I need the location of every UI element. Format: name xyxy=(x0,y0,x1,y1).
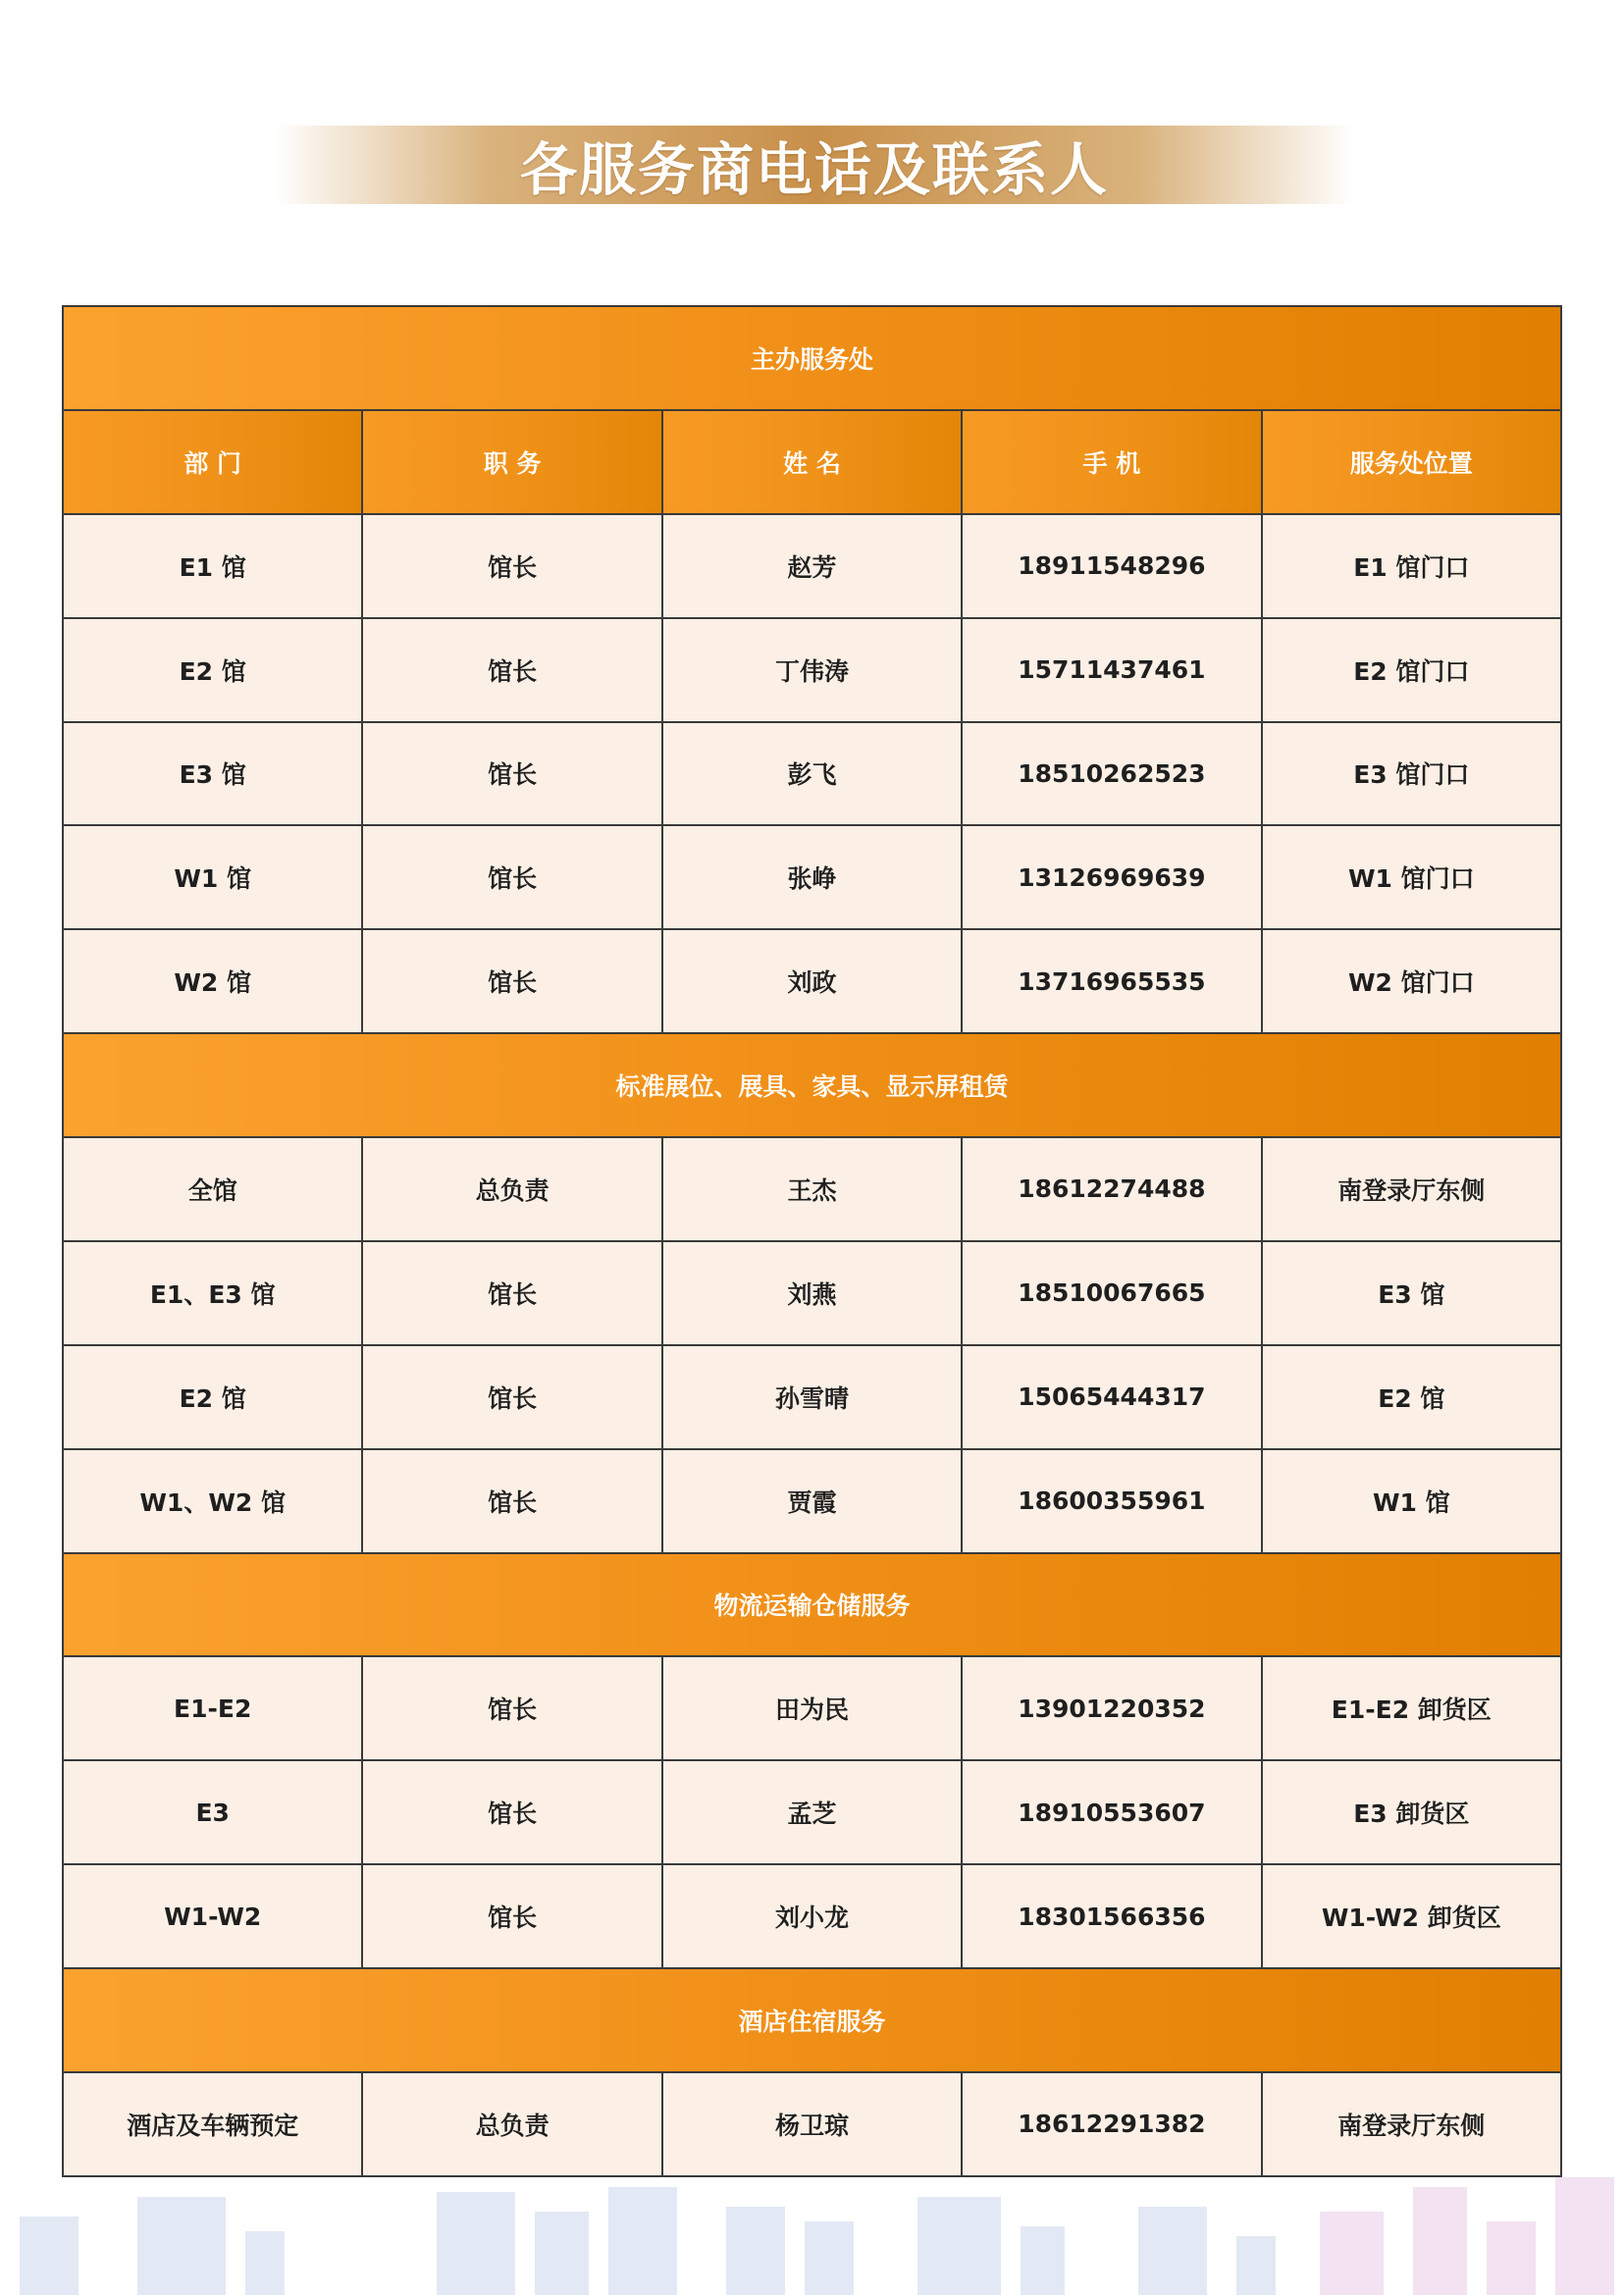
cell-name: 彭飞 xyxy=(662,722,962,826)
decorative-building-graphic xyxy=(0,2177,1624,2295)
cell-phone: 18910553607 xyxy=(962,1760,1261,1864)
cell-position: 馆长 xyxy=(362,1449,661,1553)
cell-department: E2 馆 xyxy=(63,618,362,722)
cell-position: 总负责 xyxy=(362,2072,661,2176)
table-row xyxy=(63,1760,1561,1864)
cell-department: E3 xyxy=(63,1760,362,1864)
section-title: 标准展位、展具、家具、显示屏租赁 xyxy=(63,1033,1561,1137)
cell-location: W1 馆门口 xyxy=(1262,825,1561,929)
cell-phone: 18510067665 xyxy=(962,1241,1261,1345)
section-title: 主办服务处 xyxy=(63,306,1561,410)
cell-name: 孟芝 xyxy=(662,1760,962,1864)
table-row xyxy=(63,514,1561,618)
cell-phone: 13716965535 xyxy=(962,929,1261,1033)
cell-phone: 18301566356 xyxy=(962,1864,1261,1968)
table-row xyxy=(63,1241,1561,1345)
cell-department: E3 馆 xyxy=(63,722,362,826)
cell-location: E2 馆 xyxy=(1262,1345,1561,1449)
cell-department: 全馆 xyxy=(63,1137,362,1241)
section-header-row xyxy=(63,1553,1561,1657)
section-header-row xyxy=(63,1968,1561,2072)
cell-location: E3 卸货区 xyxy=(1262,1760,1561,1864)
cell-location: W1-W2 卸货区 xyxy=(1262,1864,1561,1968)
cell-position: 馆长 xyxy=(362,514,661,618)
column-header-phone: 手 机 xyxy=(962,410,1261,514)
cell-phone: 18911548296 xyxy=(962,514,1261,618)
cell-name: 张峥 xyxy=(662,825,962,929)
cell-location: E3 馆门口 xyxy=(1262,722,1561,826)
cell-department: W1、W2 馆 xyxy=(63,1449,362,1553)
cell-department: E1、E3 馆 xyxy=(63,1241,362,1345)
table-row xyxy=(63,1656,1561,1760)
column-header-name: 姓 名 xyxy=(662,410,962,514)
cell-department: E1-E2 xyxy=(63,1656,362,1760)
section-title: 酒店住宿服务 xyxy=(63,1968,1561,2072)
cell-phone: 18612291382 xyxy=(962,2072,1261,2176)
table-row xyxy=(63,2072,1561,2176)
cell-location: 南登录厅东侧 xyxy=(1262,2072,1561,2176)
table-row xyxy=(63,1449,1561,1553)
cell-name: 赵芳 xyxy=(662,514,962,618)
cell-department: E2 馆 xyxy=(63,1345,362,1449)
cell-position: 馆长 xyxy=(362,1345,661,1449)
cell-name: 贾霞 xyxy=(662,1449,962,1553)
cell-name: 刘小龙 xyxy=(662,1864,962,1968)
cell-phone: 13126969639 xyxy=(962,825,1261,929)
cell-phone: 18510262523 xyxy=(962,722,1261,826)
cell-name: 刘政 xyxy=(662,929,962,1033)
cell-location: E2 馆门口 xyxy=(1262,618,1561,722)
cell-location: W1 馆 xyxy=(1262,1449,1561,1553)
cell-name: 杨卫琼 xyxy=(662,2072,962,2176)
page-title: 各服务商电话及联系人 xyxy=(519,136,1109,203)
cell-position: 馆长 xyxy=(362,929,661,1033)
cell-location: E3 馆 xyxy=(1262,1241,1561,1345)
cell-phone: 18600355961 xyxy=(962,1449,1261,1553)
cell-location: 南登录厅东侧 xyxy=(1262,1137,1561,1241)
cell-name: 孙雪晴 xyxy=(662,1345,962,1449)
table-row xyxy=(63,929,1561,1033)
table-row xyxy=(63,1345,1561,1449)
cell-department: E1 馆 xyxy=(63,514,362,618)
cell-position: 馆长 xyxy=(362,618,661,722)
section-title: 物流运输仓储服务 xyxy=(63,1553,1561,1657)
column-header-location: 服务处位置 xyxy=(1262,410,1561,514)
cell-position: 馆长 xyxy=(362,1760,661,1864)
table-row xyxy=(63,722,1561,826)
cell-name: 刘燕 xyxy=(662,1241,962,1345)
table-row xyxy=(63,618,1561,722)
cell-position: 总负责 xyxy=(362,1137,661,1241)
section-header-row xyxy=(63,306,1561,410)
cell-name: 田为民 xyxy=(662,1656,962,1760)
cell-location: E1 馆门口 xyxy=(1262,514,1561,618)
cell-name: 王杰 xyxy=(662,1137,962,1241)
cell-phone: 15065444317 xyxy=(962,1345,1261,1449)
cell-phone: 13901220352 xyxy=(962,1656,1261,1760)
cell-position: 馆长 xyxy=(362,1864,661,1968)
table-row xyxy=(63,825,1561,929)
cell-position: 馆长 xyxy=(362,825,661,929)
cell-phone: 18612274488 xyxy=(962,1137,1261,1241)
cell-department: 酒店及车辆预定 xyxy=(63,2072,362,2176)
cell-department: W2 馆 xyxy=(63,929,362,1033)
cell-department: W1 馆 xyxy=(63,825,362,929)
title-banner xyxy=(275,126,1354,204)
contact-table xyxy=(62,305,1562,2177)
cell-name: 丁伟涛 xyxy=(662,618,962,722)
column-header-row xyxy=(63,410,1561,514)
cell-phone: 15711437461 xyxy=(962,618,1261,722)
cell-position: 馆长 xyxy=(362,722,661,826)
cell-location: W2 馆门口 xyxy=(1262,929,1561,1033)
cell-position: 馆长 xyxy=(362,1241,661,1345)
table-row xyxy=(63,1864,1561,1968)
column-header-department: 部 门 xyxy=(63,410,362,514)
column-header-position: 职 务 xyxy=(362,410,661,514)
section-header-row xyxy=(63,1033,1561,1137)
cell-position: 馆长 xyxy=(362,1656,661,1760)
cell-department: W1-W2 xyxy=(63,1864,362,1968)
cell-location: E1-E2 卸货区 xyxy=(1262,1656,1561,1760)
table-row xyxy=(63,1137,1561,1241)
